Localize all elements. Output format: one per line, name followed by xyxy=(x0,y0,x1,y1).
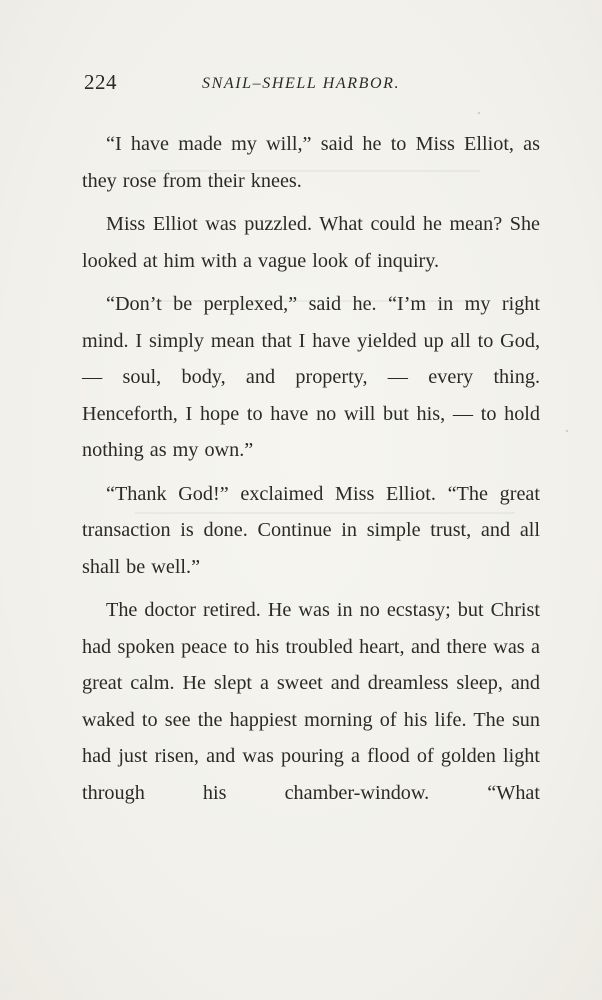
running-header xyxy=(84,70,540,100)
running-title: SNAIL–SHELL HARBOR. xyxy=(202,75,401,92)
body-text xyxy=(82,126,540,818)
paper-speck xyxy=(566,430,568,432)
paragraph: Miss Elliot was puzzled. What could he mean? She looked at him with a vague look of inquiry. xyxy=(82,213,540,272)
paper-speck xyxy=(478,112,480,114)
page-number: 224 xyxy=(84,70,117,94)
paragraph: “I have made my will,” said he to Miss Elliot, as they rose from their knees. xyxy=(82,133,540,192)
paragraph: “Don’t be perplexed,” said he. “I’m in my right mind. I simply mean that I have yielded up all to God, — soul, body, and property, — every thing. Henceforth, I hope to have no will but his, — to hold nothing as my own.” xyxy=(82,293,540,461)
paragraph: “Thank God!” exclaimed Miss Elliot. “The great transaction is done. Continue in simple trust, and all shall be well.” xyxy=(82,482,540,578)
paragraph: The doctor retired. He was in no ecstasy; but Christ had spoken peace to his troubled heart, and there was a great calm. He slept a sweet and dreamless sleep, and waked to see the happiest morning of his life. The sun had just risen, and was pouring a flood of golden light through his chamber-window. “What xyxy=(82,599,540,804)
